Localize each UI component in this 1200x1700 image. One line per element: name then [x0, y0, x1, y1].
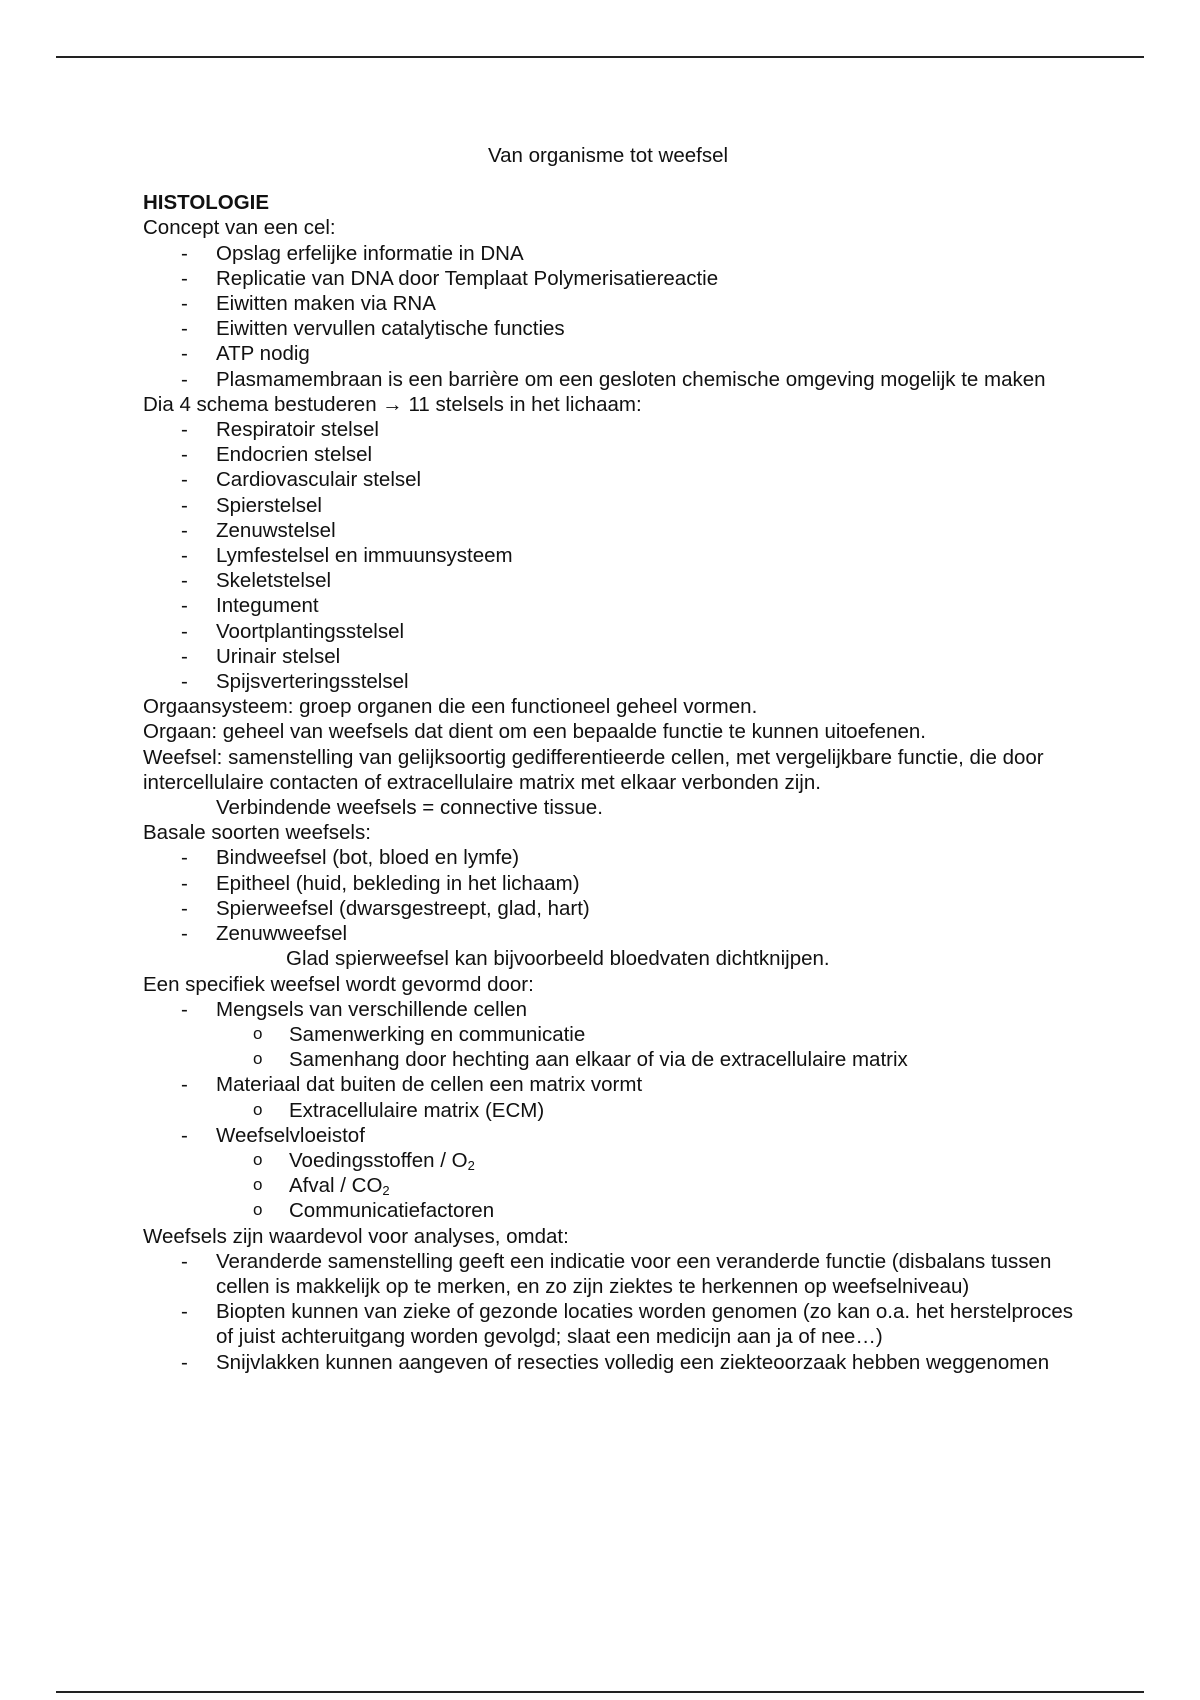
- list-item: - Weefselvloeistof o Voedingsstoffen / $O_2$ o Afval / $CO_2$ o Communicatiefactoren: [143, 1123, 1073, 1224]
- list-item: - Urinair stelsel: [181, 644, 341, 668]
- list-item: - Materiaal dat buiten de cellen een matrix vormt o Extracellulaire matrix (ECM): [143, 1072, 1073, 1122]
- document-body: [143, 143, 1073, 1375]
- circle-bullet: o: [253, 1099, 263, 1119]
- dash-bullet: -: [181, 317, 188, 341]
- list-item: - Zenuwstelsel: [181, 518, 336, 542]
- dash-bullet: -: [181, 493, 188, 517]
- circle-bullet: o: [253, 1175, 263, 1195]
- dash-bullet: -: [181, 871, 188, 895]
- definition-orgaan: Orgaan: geheel van weefsels dat dient om een bepaalde functie te kunnen uitoefenen.: [143, 720, 926, 744]
- sub-list: [216, 1148, 1073, 1224]
- note-glad-spierweefsel: Glad spierweefsel kan bijvoorbeeld bloedvaten dichtknijpen.: [286, 947, 830, 971]
- dash-bullet: -: [181, 443, 188, 467]
- list-item: - Cardiovasculair stelsel: [181, 468, 422, 492]
- basale-intro: Basale soorten weefsels:: [143, 821, 371, 845]
- dash-bullet: -: [181, 644, 188, 668]
- circle-bullet: o: [253, 1049, 263, 1069]
- sub-list-item: o Communicatiefactoren: [253, 1199, 495, 1223]
- dash-bullet: -: [181, 569, 188, 593]
- sub-list-item: o Voedingsstoffen / $O_2$: [253, 1148, 475, 1173]
- concept-intro: Concept van een cel:: [143, 216, 336, 240]
- dash-bullet: -: [181, 1300, 188, 1324]
- dash-bullet: -: [181, 896, 188, 920]
- definition-weefsel: Weefsel: samenstelling van gelijksoortig gedifferentieerde cellen, met vergelijkbare functie, die door intercellulaire contacten of extracellulaire matrix met elkaar verbonden zijn.: [143, 745, 1044, 794]
- list-item: - Bindweefsel (bot, bloed en lymfe): [181, 846, 520, 870]
- list-item: - Eiwitten maken via RNA: [181, 292, 436, 316]
- concept-list: [143, 241, 1073, 392]
- list-item: - Epitheel (huid, bekleding in het lichaam): [181, 871, 580, 895]
- list-item: - Skeletstelsel: [181, 569, 332, 593]
- bottom-rule: [56, 1691, 1144, 1693]
- dash-bullet: -: [181, 997, 188, 1021]
- sub-list-item: o Samenhang door hechting aan elkaar of via de extracellulaire matrix: [253, 1048, 908, 1072]
- analyses-intro: Weefsels zijn waardevol voor analyses, omdat:: [143, 1224, 569, 1248]
- list-item: - Zenuwweefsel: [181, 922, 348, 946]
- circle-bullet: o: [253, 1200, 263, 1220]
- section-heading: HISTOLOGIE: [143, 191, 270, 215]
- dash-bullet: -: [181, 1073, 188, 1097]
- circle-bullet: o: [253, 1023, 263, 1043]
- sub-list-item: o Extracellulaire matrix (ECM): [253, 1098, 545, 1122]
- list-item: - Lymfestelsel en immuunsysteem: [181, 544, 513, 568]
- dash-bullet: -: [181, 367, 188, 391]
- specifiek-list: [143, 997, 1073, 1224]
- circle-bullet: o: [253, 1149, 263, 1169]
- dash-bullet: -: [181, 846, 188, 870]
- dash-bullet: -: [181, 342, 188, 366]
- sub-list-item: o Samenwerking en communicatie: [253, 1022, 586, 1046]
- list-item: - Voortplantingsstelsel: [181, 619, 405, 643]
- top-rule: [56, 56, 1144, 58]
- dash-bullet: -: [181, 518, 188, 542]
- sub-list: [216, 1098, 1073, 1123]
- list-item: - Veranderde samenstelling geeft een indicatie voor een veranderde functie (disbalans tussen cellen is makkelijk op te merken, en zo zijn ziektes te herkennen op weefselniveau): [181, 1249, 1052, 1298]
- dash-bullet: -: [181, 266, 188, 290]
- dash-bullet: -: [181, 670, 188, 694]
- note-connective-tissue: Verbindende weefsels = connective tissue.: [216, 796, 603, 820]
- list-item: - Replicatie van DNA door Templaat Polymerisatiereactie: [181, 266, 719, 290]
- dash-bullet: -: [181, 544, 188, 568]
- dash-bullet: -: [181, 1123, 188, 1147]
- definition-orgaansysteem: Orgaansysteem: groep organen die een functioneel geheel vormen.: [143, 695, 758, 719]
- dash-bullet: -: [181, 922, 188, 946]
- specifiek-intro: Een specifiek weefsel wordt gevormd door:: [143, 972, 534, 996]
- dash-bullet: -: [181, 241, 188, 265]
- basale-list: [143, 845, 1073, 946]
- list-item: - Spierweefsel (dwarsgestreept, glad, hart): [181, 896, 590, 920]
- list-item: - Plasmamembraan is een barrière om een gesloten chemische omgeving mogelijk te maken: [181, 367, 1046, 391]
- analyses-list: [143, 1249, 1073, 1375]
- dash-bullet: -: [181, 1350, 188, 1374]
- list-item: - Spierstelsel: [181, 493, 322, 517]
- list-item: - Eiwitten vervullen catalytische functies: [181, 317, 565, 341]
- list-item: - ATP nodig: [181, 342, 310, 366]
- list-item: - Opslag erfelijke informatie in DNA: [181, 241, 524, 265]
- document-title: Van organisme tot weefsel: [487, 144, 729, 167]
- list-item: - Snijvlakken kunnen aangeven of resecties volledig een ziekteoorzaak hebben weggenomen: [181, 1350, 1050, 1374]
- list-item: - Spijsverteringsstelsel: [181, 670, 409, 694]
- dash-bullet: -: [181, 468, 188, 492]
- list-item: - Endocrien stelsel: [181, 443, 373, 467]
- stelsels-list: [143, 417, 1073, 694]
- list-item: - Mengsels van verschillende cellen o Samenwerking en communicatie o Samenhang door hechting aan elkaar of via de extracellulaire matrix: [143, 997, 1073, 1073]
- sub-list-item: o Afval / $CO_2$: [253, 1174, 390, 1199]
- list-item: - Biopten kunnen van zieke of gezonde locaties worden genomen (zo kan o.a. het herstelproces of juist achteruitgang worden gevolgd; slaat een medicijn aan ja of nee…): [181, 1300, 1073, 1349]
- dash-bullet: -: [181, 418, 188, 442]
- dash-bullet: -: [181, 1249, 188, 1273]
- sub-list: [216, 1022, 1073, 1072]
- dash-bullet: -: [181, 594, 188, 618]
- dash-bullet: -: [181, 619, 188, 643]
- list-item: - Respiratoir stelsel: [181, 418, 379, 442]
- subscript: 2: [382, 1183, 390, 1199]
- list-item: - Integument: [181, 594, 319, 618]
- dash-bullet: -: [181, 292, 188, 316]
- subscript: 2: [467, 1157, 475, 1173]
- stelsels-intro: Dia 4 schema bestuderen → 11 stelsels in het lichaam:: [143, 392, 642, 416]
